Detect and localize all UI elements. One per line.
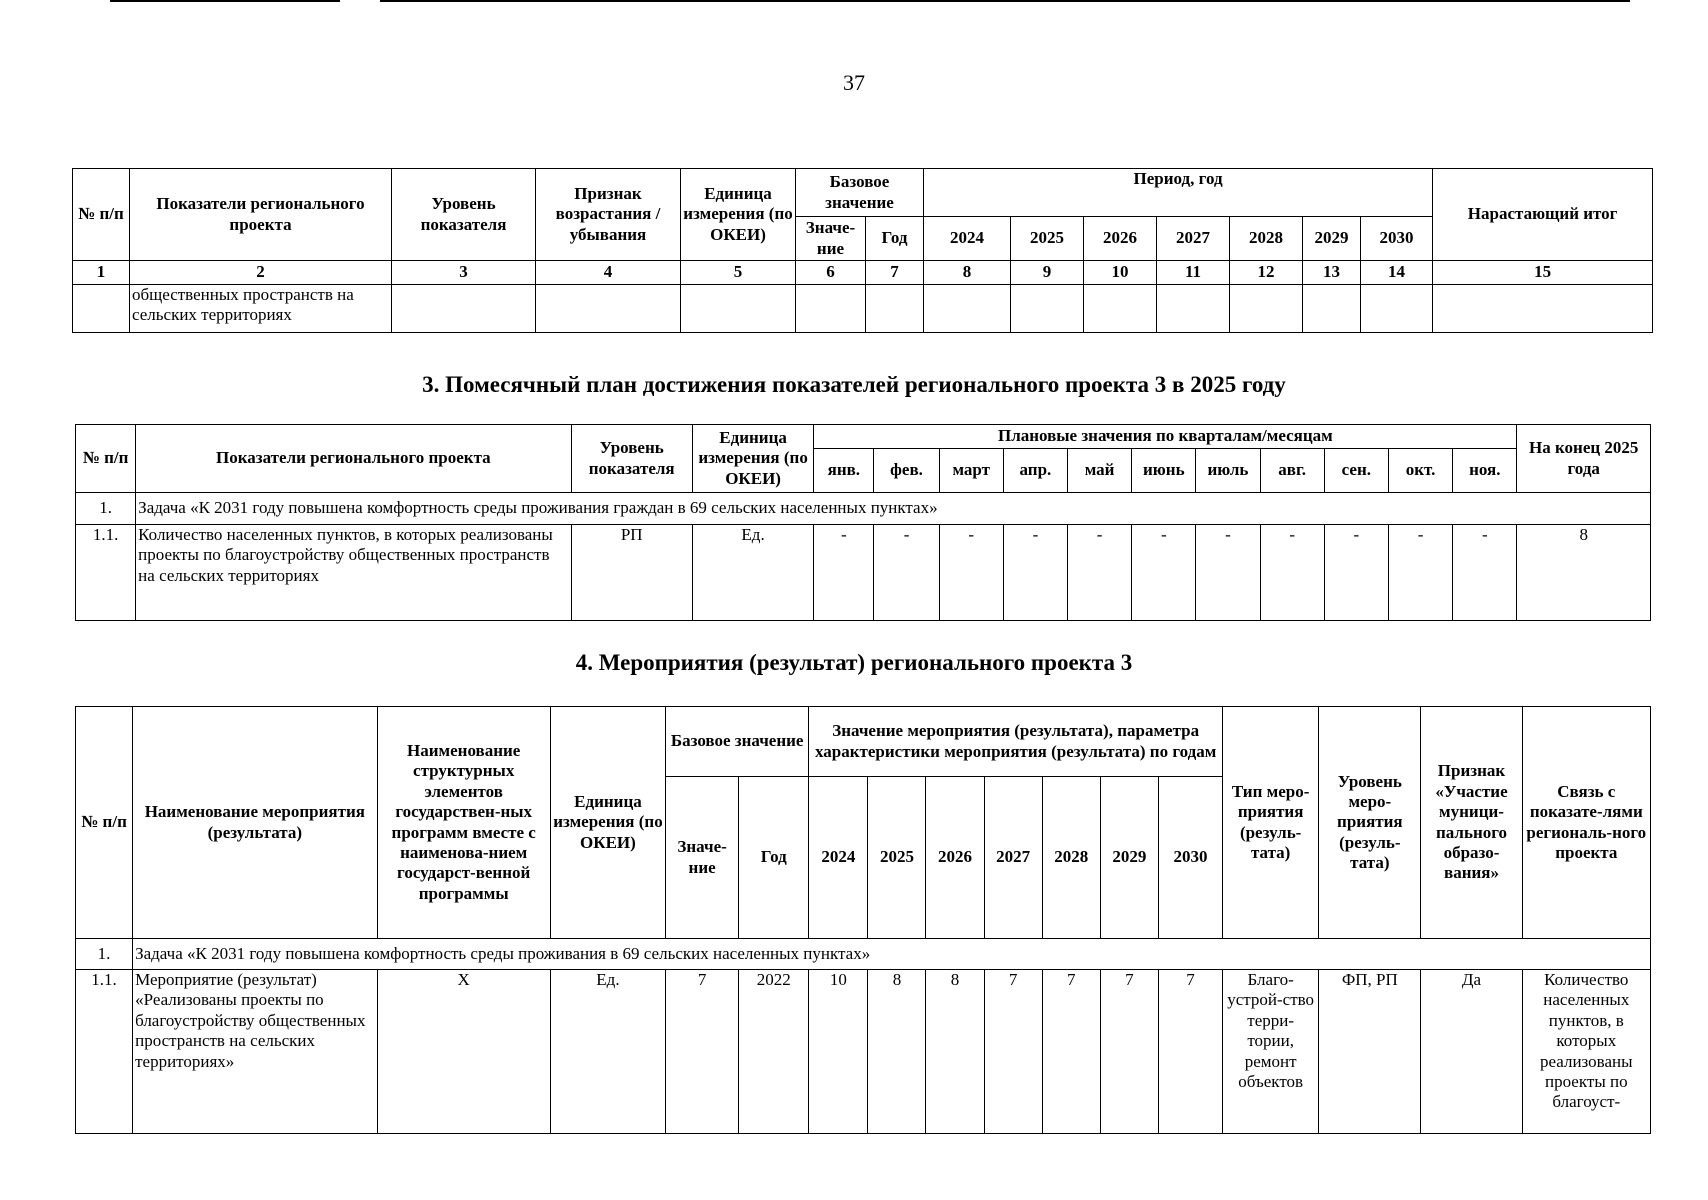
col-number: 14 (1361, 261, 1433, 285)
year-header: 2029 (1303, 217, 1361, 261)
col-number: 5 (681, 261, 796, 285)
col-number: 10 (1084, 261, 1157, 285)
col-number: 9 (1011, 261, 1084, 285)
month-header: фев. (874, 449, 939, 493)
task-text: Задача «К 2031 году повышена комфортность среды проживания в 69 сельских населенных пунктах» (133, 939, 1651, 970)
col-number: 4 (536, 261, 681, 285)
col-name-header: Наименование мероприятия (результата) (133, 707, 377, 939)
col-number: 15 (1433, 261, 1653, 285)
col-num-header: № п/п (76, 425, 136, 493)
month-header: авг. (1260, 449, 1324, 493)
col-period-header: Период, год (924, 169, 1433, 217)
col-municipal-header: Признак «Участие муници-пального образо-вания» (1421, 707, 1522, 939)
year-header: 2030 (1361, 217, 1433, 261)
month-header: май (1068, 449, 1132, 493)
month-header: сен. (1324, 449, 1388, 493)
task-text: Задача «К 2031 году повышена комфортность среды проживания граждан в 69 сельских населенных пунктах» (136, 493, 1651, 525)
link-value: Количество населенных пунктов, в которых реализованы проекты по благоуст- (1522, 970, 1650, 1134)
task-num: 1. (76, 939, 133, 970)
col-unit-header: Единица измерения (по ОКЕИ) (692, 425, 813, 493)
year-header: 2029 (1100, 777, 1158, 939)
type-value: Благо-устрой-ство терри-тории, ремонт объектов (1223, 970, 1319, 1134)
col-cumulative-header: Нарастающий итог (1433, 169, 1653, 261)
month-header: март (939, 449, 1003, 493)
month-header: июнь (1132, 449, 1196, 493)
col-num-header: № п/п (76, 707, 133, 939)
col-number: 2 (130, 261, 392, 285)
month-value: - (1132, 525, 1196, 621)
task-num: 1. (76, 493, 136, 525)
col-unit-header: Единица измерения (по ОКЕИ) (550, 707, 665, 939)
unit-value: Ед. (550, 970, 665, 1134)
year-value: 7 (1042, 970, 1100, 1134)
base-year: 2022 (739, 970, 809, 1134)
col-num-header: № п/п (73, 169, 130, 261)
month-value: - (1453, 525, 1517, 621)
year-header: 2027 (1157, 217, 1230, 261)
col-link-header: Связь с показате-лями региональ-ного проекта (1522, 707, 1650, 939)
indicator-unit: Ед. (692, 525, 813, 621)
col-number: 12 (1230, 261, 1303, 285)
col-planned-header: Плановые значения по кварталам/месяцам (814, 425, 1517, 449)
month-header: окт. (1388, 449, 1452, 493)
month-value: - (939, 525, 1003, 621)
col-base-header: Базовое значение (666, 707, 809, 777)
month-value: - (814, 525, 874, 621)
month-value: - (1260, 525, 1324, 621)
col-struct-header: Наименование структурных элементов государствен-ных программ вместе с наименова-нием государст-венной программы (377, 707, 550, 939)
indicator-name: Количество населенных пунктов, в которых реализованы проекты по благоустройству общественных пространств на сельских территориях (136, 525, 571, 621)
year-header: 2030 (1158, 777, 1222, 939)
year-header: 2026 (1084, 217, 1157, 261)
col-base-value-header: Значе-ние (666, 777, 739, 939)
col-number: 11 (1157, 261, 1230, 285)
month-value: - (1068, 525, 1132, 621)
year-header: 2027 (984, 777, 1042, 939)
col-base-header: Базовое значение (796, 169, 924, 217)
activity-name: Мероприятие (результат) «Реализованы проекты по благоустройству общественных пространств на сельских территориях» (133, 970, 377, 1134)
year-value: 10 (809, 970, 868, 1134)
year-header: 2024 (924, 217, 1011, 261)
month-value: - (1388, 525, 1452, 621)
col-end-header: На конец 2025 года (1517, 425, 1651, 493)
year-header: 2028 (1230, 217, 1303, 261)
col-level-header: Уровень показателя (392, 169, 536, 261)
col-number: 6 (796, 261, 866, 285)
col-type-header: Тип меро-приятия (резуль-тата) (1223, 707, 1319, 939)
month-header: апр. (1003, 449, 1067, 493)
col-number: 13 (1303, 261, 1361, 285)
year-header: 2024 (809, 777, 868, 939)
col-indicator-header: Показатели регионального проекта (130, 169, 392, 261)
year-header: 2026 (926, 777, 984, 939)
col-base-value-header: Значе-ние (796, 217, 866, 261)
section4-title: 4. Мероприятия (результат) регионального проекта 3 (575, 650, 1133, 675)
municipal-value: Да (1421, 970, 1522, 1134)
month-value: - (1324, 525, 1388, 621)
year-header: 2025 (1011, 217, 1084, 261)
col-unit-header: Единица измерения (по ОКЕИ) (681, 169, 796, 261)
year-value: 8 (926, 970, 984, 1134)
indicator-level: РП (571, 525, 692, 621)
month-header: июль (1196, 449, 1260, 493)
base-value: 7 (666, 970, 739, 1134)
end-value: 8 (1517, 525, 1651, 621)
col-number: 1 (73, 261, 130, 285)
col-number: 3 (392, 261, 536, 285)
month-value: - (874, 525, 939, 621)
col-base-year-header: Год (866, 217, 924, 261)
activities-table (75, 706, 1651, 1134)
top-rule-right (380, 0, 1630, 2)
indicator-cell: общественных пространств на сельских территориях (130, 285, 392, 333)
top-rule-left (110, 0, 340, 2)
col-sign-header: Признак возрастания / убывания (536, 169, 681, 261)
row-num: 1.1. (76, 970, 133, 1134)
indicators-table (72, 168, 1653, 333)
month-header: янв. (814, 449, 874, 493)
section3-title: 3. Помесячный план достижения показателей регионального проекта 3 в 2025 году (422, 372, 1286, 397)
year-value: 8 (868, 970, 926, 1134)
col-values-header: Значение мероприятия (результата), параметра характеристики мероприятия (результата) по годам (809, 707, 1223, 777)
col-base-year-header: Год (739, 777, 809, 939)
year-header: 2025 (868, 777, 926, 939)
page-number: 37 (843, 70, 865, 95)
month-value: - (1196, 525, 1260, 621)
col-level-header: Уровень меро-приятия (резуль-тата) (1319, 707, 1421, 939)
year-value: 7 (984, 970, 1042, 1134)
year-value: 7 (1100, 970, 1158, 1134)
month-value: - (1003, 525, 1067, 621)
level-value: ФП, РП (1319, 970, 1421, 1134)
col-level-header: Уровень показателя (571, 425, 692, 493)
row-num: 1.1. (76, 525, 136, 621)
monthly-plan-table (75, 424, 1651, 621)
col-number: 8 (924, 261, 1011, 285)
col-number: 7 (866, 261, 924, 285)
col-indicator-header: Показатели регионального проекта (136, 425, 571, 493)
year-header: 2028 (1042, 777, 1100, 939)
struct-value: Х (377, 970, 550, 1134)
month-header: ноя. (1453, 449, 1517, 493)
year-value: 7 (1158, 970, 1222, 1134)
